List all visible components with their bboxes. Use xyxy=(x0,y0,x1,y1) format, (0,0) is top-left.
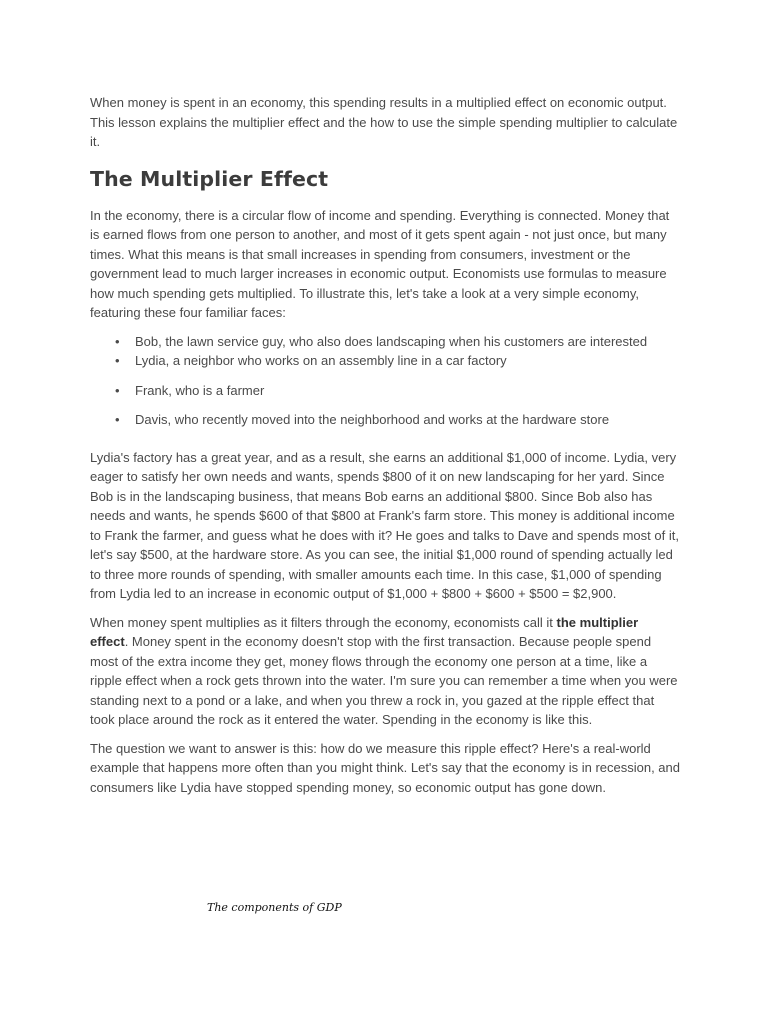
circular-flow-paragraph: In the economy, there is a circular flow of income and spending. Everything is connected. Money that is earned flows from one person to another, and most of it gets spent again - not just once, but many times. What this means is that small increases in spending from consumers, investment or the government lead to much larger increases in economic output. Economists use formulas to measure how much spending gets multiplied. To illustrate this, let's take a look at a very simple economy, featuring these four familiar faces: xyxy=(90,207,670,320)
ripple-question-paragraph: The question we want to answer is this: how do we measure this ripple effect? Here's a real-world example that happens more often than you might think. Let's say that the economy is in recession, and consumers like Lydia have stopped spending money, so economic output has gone down. xyxy=(90,740,680,795)
multiplier-definition-paragraph xyxy=(90,613,680,730)
definition-lead-text: When money spent multiplies as it filters through the economy, economists call it xyxy=(90,614,557,630)
definition-rest-text: . Money spent in the economy doesn't stop with the first transaction. Because people spend most of the extra income they get, money flows through the economy one person at a time, like a ripple effect when a rock gets thrown into the water. I'm sure you can remember a time when you were standing next to a pond or a lake, and when you threw a rock in, you gazed at the ripple effect that took place around the rock as it entered the water. Spending in the economy is like this. xyxy=(90,634,678,727)
list-item-text: Frank, who is a farmer xyxy=(135,382,265,398)
intro-paragraph: When money is spent in an economy, this spending results in a multiplied effect on economic output. This lesson explains the multiplier effect and the how to use the simple spending multiplier to calculate it. xyxy=(90,95,678,149)
section-heading: The Multiplier Effect xyxy=(90,166,329,191)
faces-list xyxy=(90,332,680,430)
bullet-icon: • xyxy=(115,333,120,349)
list-item xyxy=(90,410,680,430)
multiplier-effect-term: the multiplier effect xyxy=(90,614,639,649)
bullet-icon: • xyxy=(115,412,120,427)
spending-rounds-paragraph: Lydia's factory has a great year, and as a result, she earns an additional $1,000 of income. Lydia, very eager to satisfy her own needs and wants, spends $800 of it on new landscaping for her yard. Since Bob is in the landscaping business, that means Bob earns an additional $800. Since Bob also has needs and wants, he spends $600 of that $800 at Frank's farm store. This money is additional income to Frank the farmer, and guess what he does with it? He goes and talks to Dave and spends most of it, let's say $500, at the hardware store. As you can see, the initial $1,000 round of spending actually led to three more rounds of spending, with smaller amounts each time. In this case, $1,000 of spending from Lydia led to an increase in economic output of $1,000 + $800 + $600 + $500 = $2,900. xyxy=(90,449,679,601)
list-item xyxy=(90,381,680,401)
lesson-body xyxy=(90,93,680,806)
list-item-text: Lydia, a neighbor who works on an assembly line in a car factory xyxy=(135,353,507,368)
bullet-icon: • xyxy=(115,382,120,398)
list-item xyxy=(90,351,680,371)
list-item-text: Davis, who recently moved into the neighborhood and works at the hardware store xyxy=(135,412,610,427)
bullet-icon: • xyxy=(115,353,120,368)
list-item-text: Bob, the lawn service guy, who also does landscaping when his customers are interested xyxy=(135,333,648,349)
list-item xyxy=(90,332,680,352)
figure-caption: The components of GDP xyxy=(207,901,342,914)
